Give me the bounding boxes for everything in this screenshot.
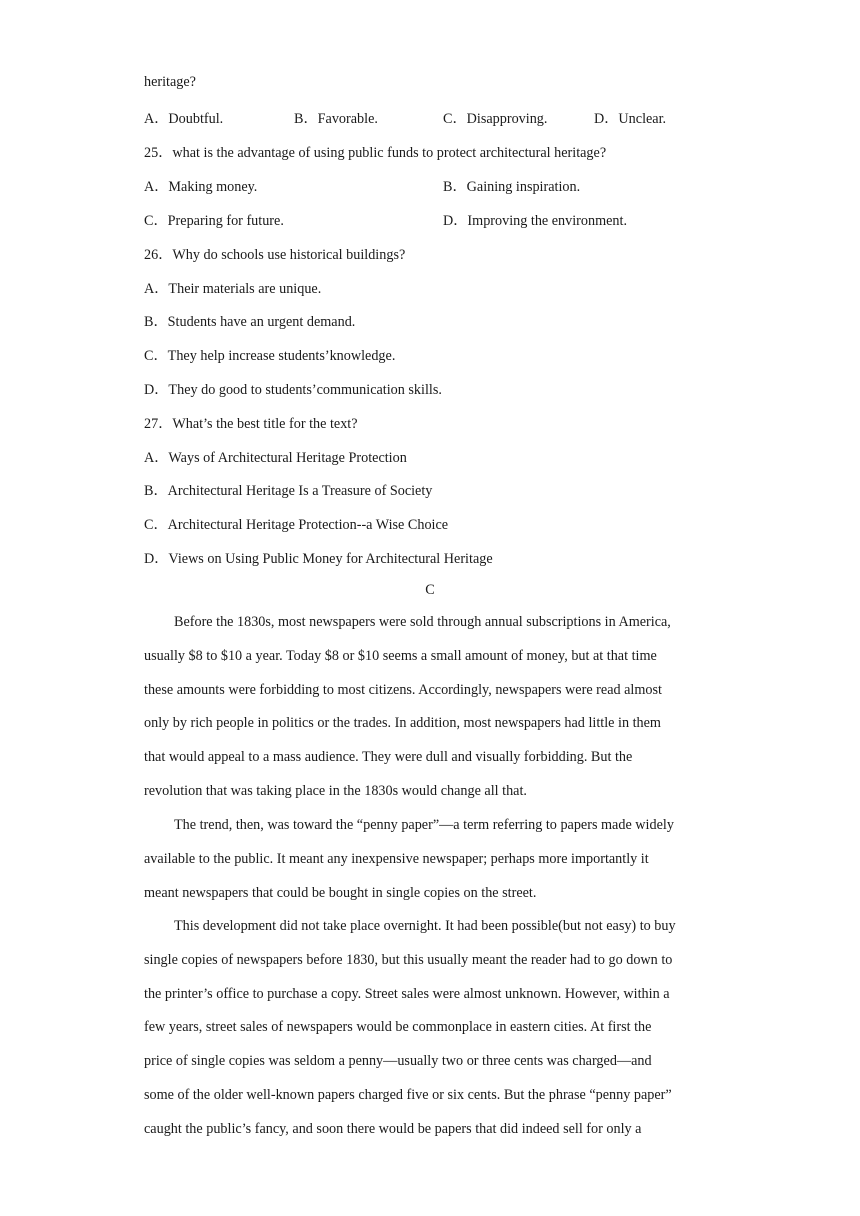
passage-line: the printer’s office to purchase a copy. Street sales were almost unknown. However, within a [144,985,670,1002]
q25-option-c[interactable]: C．Preparing for future. [144,213,284,229]
passage-line: available to the public. It meant any inexpensive newspaper; perhaps more importantly it [144,850,649,867]
passage-line: some of the older well-known papers charged five or six cents. But the phrase “penny paper” [144,1086,672,1103]
section-heading: C [425,582,435,598]
passage-line: few years, street sales of newspapers would be commonplace in eastern cities. At first the [144,1019,652,1036]
q27-option-b[interactable]: B．Architectural Heritage Is a Treasure of Society [144,483,433,499]
q24-stem-tail: heritage? [144,74,196,90]
q24-option-d[interactable]: D．Unclear. [594,111,667,127]
passage-line: these amounts were forbidding to most citizens. Accordingly, newspapers were read almost [144,681,662,698]
q24-option-b[interactable]: B．Favorable. [294,111,378,127]
passage-line: revolution that was taking place in the 1830s would change all that. [144,782,527,799]
passage-line: single copies of newspapers before 1830, but this usually meant the reader had to go down to [144,951,673,968]
q25-option-d[interactable]: D．Improving the environment. [443,213,628,229]
passage-line: only by rich people in politics or the trades. In addition, most newspapers had little in them [144,715,661,732]
q26-option-d[interactable]: D．They do good to students’communication skills. [144,382,442,398]
q26-option-b[interactable]: B．Students have an urgent demand. [144,314,356,330]
passage-paragraph-3 [144,910,716,1147]
q25-option-b[interactable]: B．Gaining inspiration. [443,179,581,195]
q27-option-c[interactable]: C．Architectural Heritage Protection--a Wise Choice [144,517,449,533]
q27-stem: 27．What’s the best title for the text? [144,416,358,432]
q24-option-a[interactable]: A．Doubtful. [144,111,224,127]
q27-option-d[interactable]: D．Views on Using Public Money for Architectural Heritage [144,551,493,567]
passage-line: meant newspapers that could be bought in single copies on the street. [144,884,537,901]
passage-paragraph-1 [144,606,716,809]
q25-stem: 25．what is the advantage of using public funds to protect architectural heritage? [144,145,607,161]
q25-option-a[interactable]: A．Making money. [144,179,258,195]
q26-option-a[interactable]: A．Their materials are unique. [144,281,322,297]
passage-paragraph-2 [144,809,716,910]
passage-line: that would appeal to a mass audience. They were dull and visually forbidding. But the [144,749,633,766]
passage-line: usually $8 to $10 a year. Today $8 or $10 seems a small amount of money, but at that time [144,647,657,664]
q26-option-c[interactable]: C．They help increase students’knowledge. [144,348,396,364]
q27-option-a[interactable]: A．Ways of Architectural Heritage Protection [144,450,407,466]
q24-option-c[interactable]: C．Disapproving. [443,111,548,127]
passage-line: price of single copies was seldom a penny—usually two or three cents was charged—and [144,1053,652,1070]
passage-line: Before the 1830s, most newspapers were sold through annual subscriptions in America, [174,614,671,630]
passage-line: The trend, then, was toward the “penny paper”—a term referring to papers made widely [174,817,674,833]
passage-line: caught the public’s fancy, and soon there would be papers that did indeed sell for only a [144,1120,642,1137]
passage-line: This development did not take place overnight. It had been possible(but not easy) to buy [174,918,676,934]
q26-stem: 26．Why do schools use historical buildings? [144,247,406,263]
